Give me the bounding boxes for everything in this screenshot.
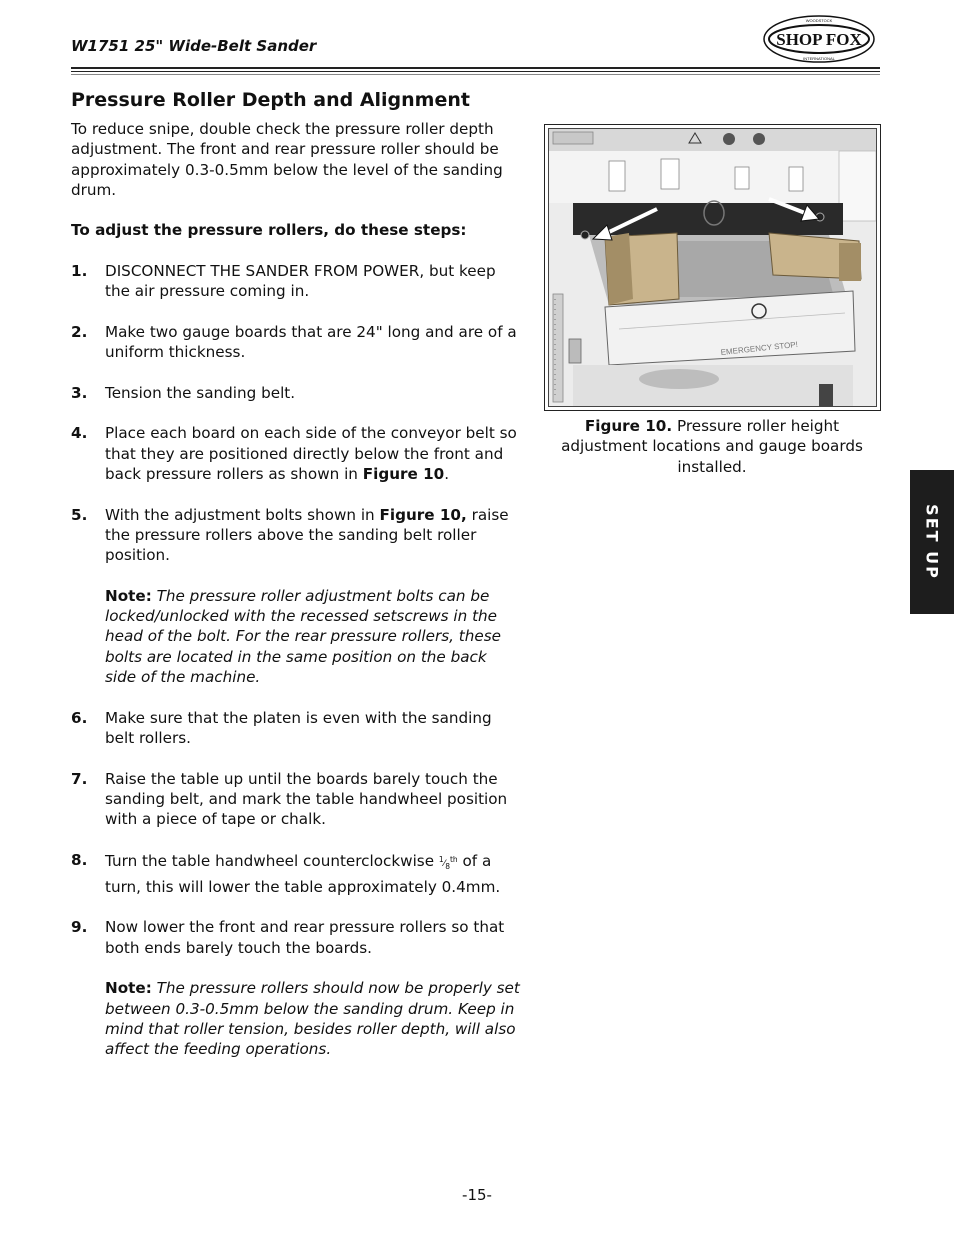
figure-10-image xyxy=(544,124,881,411)
step-text xyxy=(105,917,521,1059)
figure-reference: Figure 10, xyxy=(379,505,467,524)
header-rule xyxy=(71,71,880,72)
header-title: W1751 25" Wide-Belt Sander xyxy=(71,37,317,55)
step-number: 2. xyxy=(71,322,88,341)
svg-text:SHOP FOX: SHOP FOX xyxy=(776,30,862,49)
step-item xyxy=(71,708,521,749)
step-item xyxy=(71,383,521,403)
step-text xyxy=(105,505,521,688)
header-rule xyxy=(71,67,880,69)
step-number: 5. xyxy=(71,505,88,524)
step-number: 1. xyxy=(71,262,88,281)
step-text-part: With the adjustment bolts shown in xyxy=(105,505,380,524)
figure-reference: Figure 10 xyxy=(362,465,445,484)
step-text: Make sure that the platen is even with the sanding belt rollers. xyxy=(105,708,492,747)
step-note xyxy=(105,586,521,687)
step-number: 8. xyxy=(71,850,88,869)
step-number: 7. xyxy=(71,769,88,788)
step-number: 9. xyxy=(71,918,88,937)
fraction-denominator: 8 xyxy=(445,861,450,871)
step-text-part: Turn the table handwheel counterclockwise xyxy=(105,851,439,870)
step-item xyxy=(71,850,521,897)
figure-caption xyxy=(552,416,872,477)
section-title: Pressure Roller Depth and Alignment xyxy=(71,89,470,111)
step-text: Raise the table up until the boards barely touch the sanding belt, and mark the table handwheel position with a piece of tape or chalk. xyxy=(105,769,508,829)
step-number: 4. xyxy=(71,424,88,443)
svg-text:INTERNATIONAL: INTERNATIONAL xyxy=(803,56,835,61)
step-text-part: of a turn, this will lower the table approximately 0.4mm. xyxy=(105,851,501,896)
step-item xyxy=(71,261,521,302)
figure-label: Figure 10. xyxy=(584,417,673,435)
figure-frame xyxy=(548,128,877,407)
sander-photo xyxy=(549,129,876,406)
step-item xyxy=(71,505,521,688)
shop-fox-logo xyxy=(762,14,876,64)
side-tab-label: SET UP xyxy=(922,504,942,580)
step-note xyxy=(105,978,521,1059)
note-label: Note: xyxy=(105,979,152,998)
step-text xyxy=(105,423,521,484)
note-text: The pressure rollers should now be properly set between 0.3-0.5mm below the sanding drum. Keep in mind that roller tension, besides roller depth, will also affect the feeding operations. xyxy=(105,979,520,1059)
step-item xyxy=(71,322,521,363)
emergency-stop-label: EMERGENCY STOP! xyxy=(720,339,799,357)
step-text-part: . xyxy=(444,465,450,484)
fraction-numerator: 1 xyxy=(438,854,444,864)
step-item xyxy=(71,423,521,484)
fraction: $^1⁄_8^{th}$ xyxy=(438,854,458,871)
body-column xyxy=(71,119,521,1080)
step-item xyxy=(71,769,521,830)
step-text: DISCONNECT THE SANDER FROM POWER, but keep the air pressure coming in. xyxy=(105,262,496,301)
step-text: Make two gauge boards that are 24" long and are of a uniform thickness. xyxy=(105,322,517,362)
step-text xyxy=(105,850,521,897)
step-text-part: raise the pressure rollers above the sanding belt roller position. xyxy=(105,505,509,565)
step-item xyxy=(71,917,521,1059)
svg-text:WOODSTOCK: WOODSTOCK xyxy=(805,18,833,23)
step-text-part: Place each board on each side of the conveyor belt so that they are positioned directly below the front and back pressure rollers as shown in xyxy=(105,424,517,484)
fraction-suffix: th xyxy=(449,854,458,864)
intro-paragraph: To reduce snipe, double check the pressure roller depth adjustment. The front and rear pressure roller should be approximately 0.3-0.5mm below the level of the sanding drum. xyxy=(71,120,503,199)
step-text: Tension the sanding belt. xyxy=(105,383,296,402)
step-number: 6. xyxy=(71,708,88,727)
figure-caption-text: Pressure roller height adjustment locations and gauge boards installed. xyxy=(561,417,863,476)
header-rule xyxy=(71,74,880,75)
step-text-part: Now lower the front and rear pressure rollers so that both ends barely touch the boards. xyxy=(105,918,505,957)
page-number: -15- xyxy=(462,1186,492,1204)
note-text: The pressure roller adjustment bolts can be locked/unlocked with the recessed setscrews in the head of the bolt. For the rear pressure rollers, these bolts are located in the same position on the back side of the machine. xyxy=(105,586,501,687)
note-label: Note: xyxy=(105,586,152,605)
steps-heading: To adjust the pressure rollers, do these steps: xyxy=(71,221,467,240)
step-number: 3. xyxy=(71,383,88,402)
